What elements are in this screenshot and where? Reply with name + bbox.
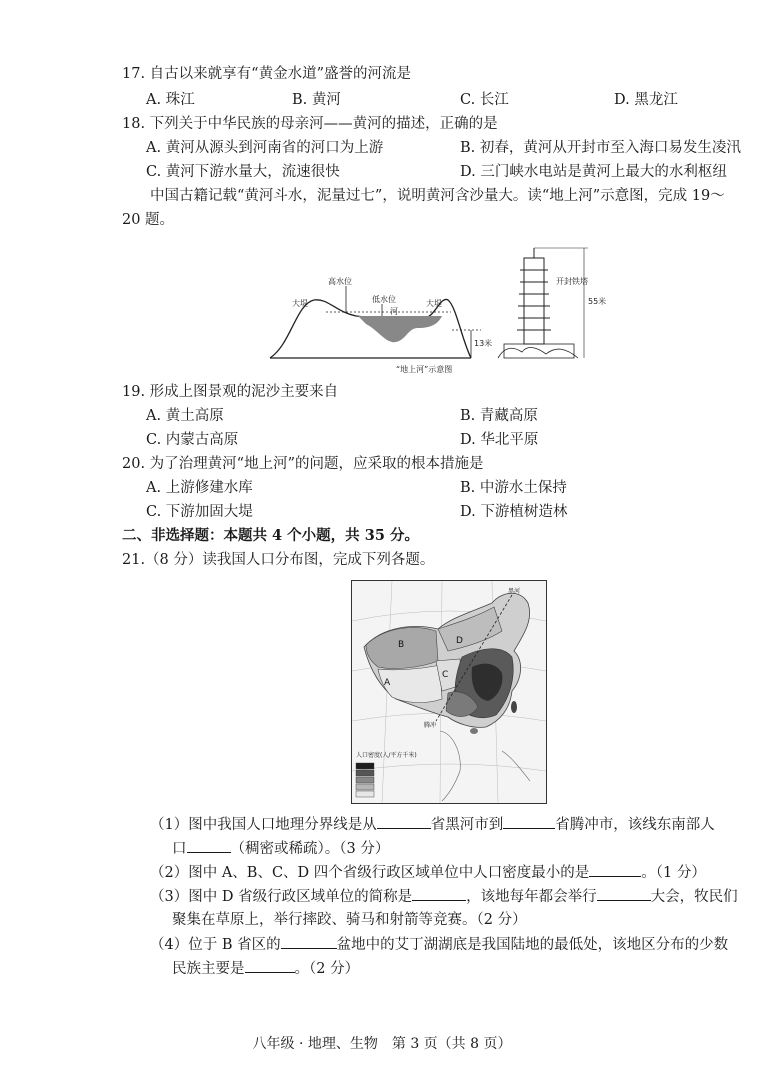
q21-p4-text-a: （4）位于 B 省区的	[150, 937, 281, 953]
label-dike-right: 大堤	[426, 299, 442, 308]
q21-part4-line1	[150, 934, 728, 955]
q21-p1-text-c: 省腾冲市，该线东南部人	[555, 817, 715, 833]
q19-option-c: C. 内蒙古高原	[146, 432, 239, 448]
page-footer: 八年级 · 地理、生物 第 3 页（共 8 页）	[252, 1036, 512, 1052]
q17-option-d: D. 黑龙江	[614, 92, 678, 108]
q21-p1-blank-3[interactable]	[187, 838, 231, 853]
q21-p4-blank-1[interactable]	[281, 934, 337, 949]
figure-above-ground-river	[266, 244, 607, 376]
q21-p2-text-a: （2）图中 A、B、C、D 四个省级行政区域单位中人口密度最小的是	[150, 865, 590, 881]
map-label-c: C	[442, 670, 449, 680]
intro-line-1: 中国古籍记载“黄河斗水，泥量过七”，说明黄河含沙量大。读“地上河”示意图，完成 19～	[150, 188, 725, 204]
map-label-b: B	[398, 640, 405, 650]
map-label-heihe: 黑河	[508, 588, 521, 595]
q21-p2-blank[interactable]	[589, 862, 641, 877]
q19-option-d: D. 华北平原	[460, 432, 539, 448]
label-tower: 开封铁塔	[556, 277, 588, 286]
q18-stem: 18. 下列关于中华民族的母亲河——黄河的描述，正确的是	[122, 116, 498, 132]
q21-p2-text-b: 。（1 分）	[641, 865, 706, 881]
q17-option-a: A. 珠江	[146, 92, 195, 108]
label-river: 河	[390, 307, 398, 316]
map-label-a: A	[384, 678, 391, 688]
section-2-title: 二、非选择题：本题共 4 个小题，共 35 分。	[122, 527, 419, 544]
label-55m: 55米	[588, 297, 607, 306]
q21-p1-text-a: （1）图中我国人口地理分界线是从	[150, 817, 377, 833]
map-label-d: D	[456, 636, 463, 646]
q21-p1-blank-2[interactable]	[503, 814, 555, 829]
q20-stem: 20. 为了治理黄河“地上河”的问题，应采取的根本措施是	[122, 456, 484, 472]
q20-option-c: C. 下游加固大堤	[146, 504, 253, 520]
q21-p3-text-c: 大会，牧民们	[650, 889, 738, 905]
q21-stem: 21.（8 分）读我国人口分布图，完成下列各题。	[122, 552, 435, 568]
q20-option-a: A. 上游修建水库	[146, 480, 253, 496]
label-13m: 13米	[474, 339, 493, 348]
q21-p3-blank-1[interactable]	[412, 886, 466, 901]
label-high-water: 高水位	[328, 277, 352, 286]
q21-p4-text-d: 。（2 分）	[294, 961, 360, 977]
q21-p3-text-b: ，该地每年都会举行	[466, 889, 597, 905]
q19-option-a: A. 黄土高原	[146, 408, 224, 424]
q21-part4-line2	[172, 958, 359, 979]
q17-option-b: B. 黄河	[292, 92, 341, 108]
q18-option-d: D. 三门峡水电站是黄河上最大的水利枢纽	[460, 164, 727, 180]
q21-part2	[150, 862, 706, 883]
q20-option-b: B. 中游水土保持	[460, 480, 567, 496]
iron-tower-icon	[498, 248, 578, 358]
q21-part1-line1	[150, 814, 715, 835]
q21-part1-line2	[172, 838, 389, 859]
q21-p1-text-b: 省黑河市到	[430, 817, 504, 833]
figure1-caption: “地上河”示意图	[396, 365, 453, 374]
q21-p4-text-b: 盆地中的艾丁湖湖底是我国陆地的最低处，该地区分布的少数	[336, 937, 729, 953]
intro-line-2: 20 题。	[122, 212, 175, 228]
q18-option-c: C. 黄河下游水量大，流速很快	[146, 164, 340, 180]
map-legend-title: 人口密度(人/平方千米)	[356, 752, 417, 759]
q21-p1-text-d: 口	[172, 841, 187, 857]
q20-option-d: D. 下游植树造林	[460, 504, 568, 520]
q21-part3-line2: 聚集在草原上，举行摔跤、骑马和射箭等竞赛。（2 分）	[172, 912, 527, 928]
q21-part3-line1	[150, 886, 738, 907]
q19-option-b: B. 青藏高原	[460, 408, 538, 424]
q17-option-c: C. 长江	[460, 92, 509, 108]
q21-p4-text-c: 民族主要是	[172, 961, 245, 977]
q21-p3-text-a: （3）图中 D 省级行政区域单位的简称是	[150, 889, 413, 905]
label-dike-left: 大堤	[292, 299, 308, 308]
q18-option-a: A. 黄河从源头到河南省的河口为上游	[146, 140, 384, 156]
figure-population-map	[351, 580, 547, 804]
q21-p3-blank-2[interactable]	[597, 886, 651, 901]
map-label-tengchong: 腾冲	[424, 722, 437, 729]
q19-stem: 19. 形成上图景观的泥沙主要来自	[122, 384, 339, 400]
q21-p4-blank-2[interactable]	[245, 958, 295, 973]
q21-p1-blank-1[interactable]	[377, 814, 431, 829]
q21-p1-text-e: （稠密或稀疏）。（3 分）	[230, 841, 390, 857]
q17-stem: 17. 自古以来就享有“黄金水道”盛誉的河流是	[122, 66, 411, 82]
q18-option-b: B. 初春，黄河从开封市至入海口易发生凌汛	[460, 140, 741, 156]
label-low-water: 低水位	[372, 295, 396, 304]
